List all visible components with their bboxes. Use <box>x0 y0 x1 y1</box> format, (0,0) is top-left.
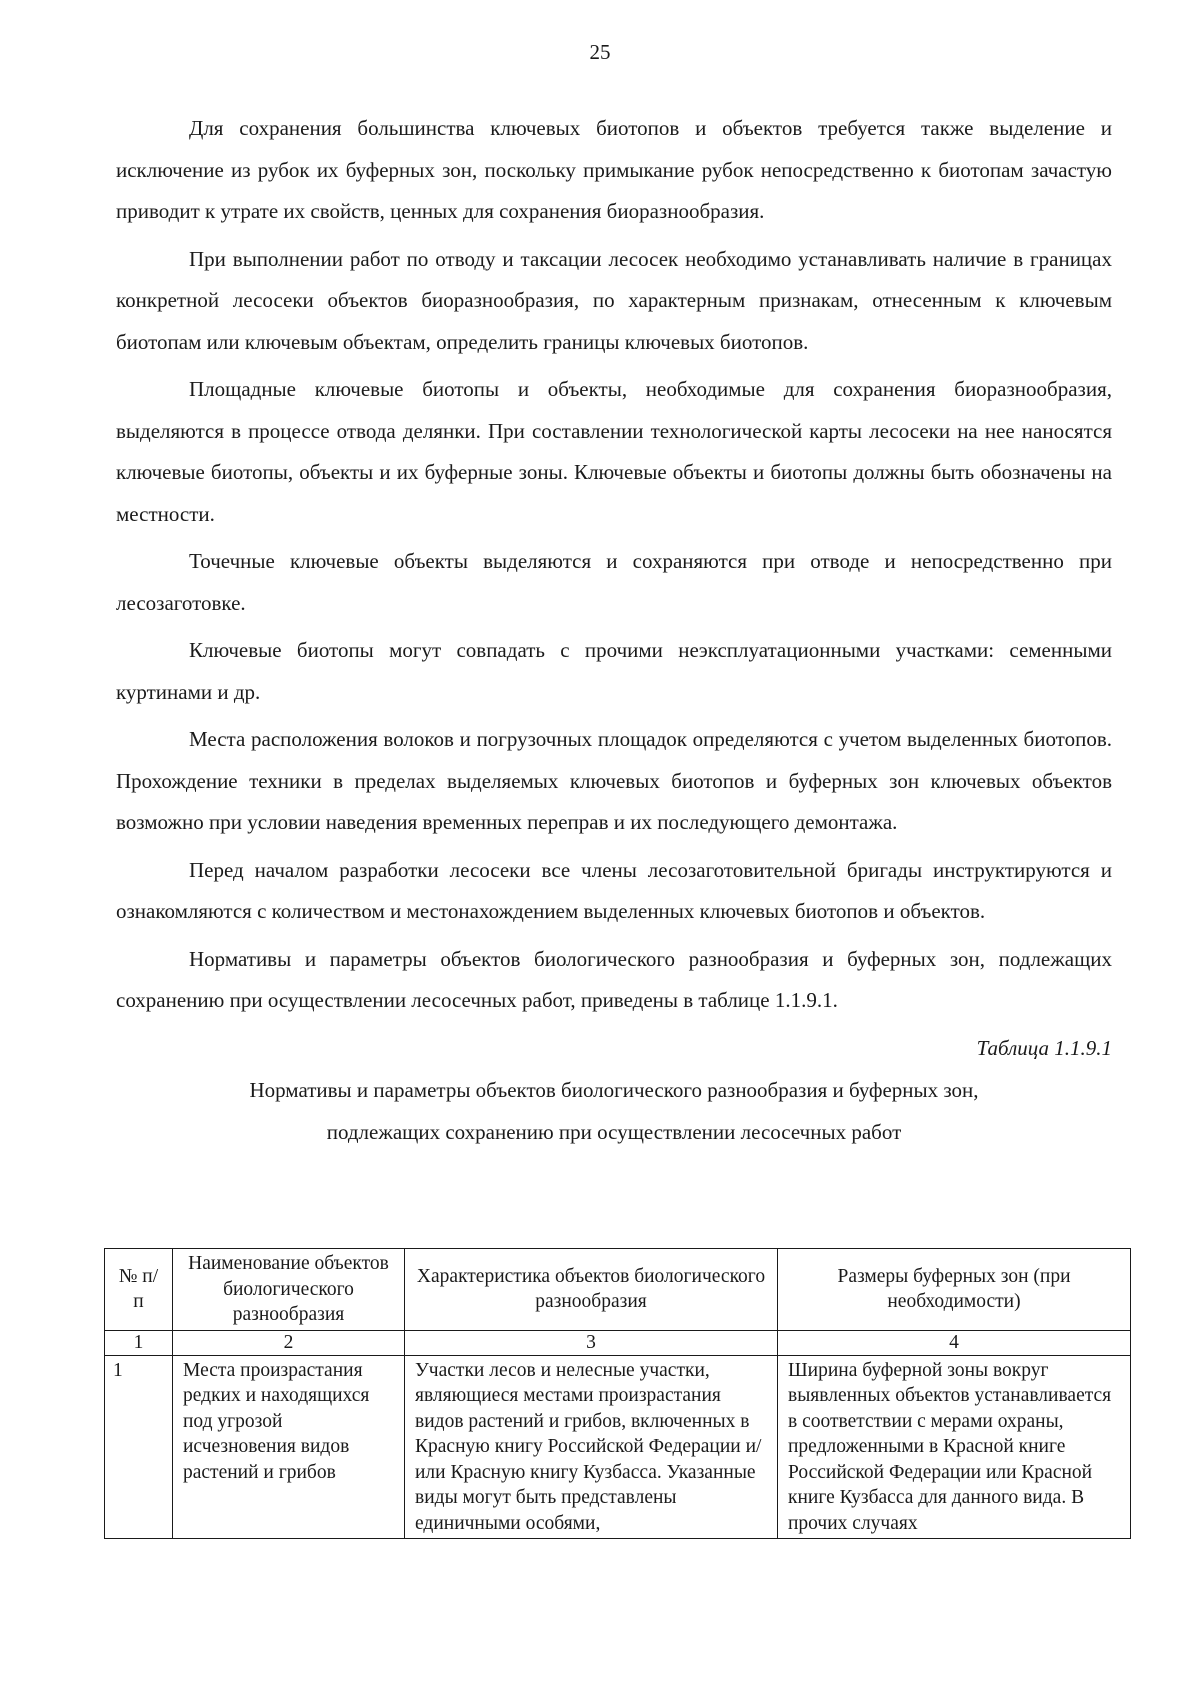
column-number: 2 <box>173 1330 405 1355</box>
paragraph: Площадные ключевые биотопы и объекты, необходимые для сохранения биоразнообразия, выделяются в процессе отвода делянки. При составлении технологической карты лесосеки на нее наносятся ключевые биотопы, объекты и их буферные зоны. Ключевые объекты и биотопы должны быть обозначены на местности. <box>116 377 1112 526</box>
norms-table <box>104 1248 1131 1539</box>
paragraph: При выполнении работ по отводу и таксации лесосек необходимо устанавливать наличие в границах конкретной лесосеки объектов биоразнообразия, по характерным признакам, отнесенным к ключевым биотопам или ключевым объектам, определить границы ключевых биотопов. <box>116 246 1112 354</box>
row-number: 1 <box>105 1355 173 1539</box>
header-buffer-size: Размеры буферных зон (при необходимости) <box>778 1249 1131 1331</box>
column-number-row <box>105 1330 1131 1355</box>
paragraph: Нормативы и параметры объектов биологического разнообразия и буферных зон, подлежащих сохранению при осуществлении лесосечных работ, приведены в таблице 1.1.9.1. <box>116 946 1112 1012</box>
page-number: 25 <box>589 40 611 64</box>
document-body <box>116 108 1112 1157</box>
table-title-line1: Нормативы и параметры объектов биологического разнообразия и буферных зон, <box>249 1077 979 1102</box>
table-title <box>116 1069 1112 1153</box>
table-label: Таблица 1.1.9.1 <box>976 1035 1112 1060</box>
paragraph: Для сохранения большинства ключевых биотопов и объектов требуется также выделение и исключение из рубок их буферных зон, поскольку примыкание рубок непосредственно к биотопам зачастую приводит к утрате их свойств, ценных для сохранения биоразнообразия. <box>116 116 1112 223</box>
row-characteristic: Участки лесов и нелесные участки, являющиеся местами произрастания видов растений и грибов, включенных в Красную книгу Российской Федерации и/или Красную книгу Кузбасса. Указанные виды могут быть представлены единичными особями, <box>405 1355 778 1539</box>
column-number: 1 <box>105 1330 173 1355</box>
column-number: 3 <box>405 1330 778 1355</box>
row-object-name: Места произрастания редких и находящихся под угрозой исчезновения видов растений и грибов <box>173 1355 405 1539</box>
row-buffer-size: Ширина буферной зоны вокруг выявленных объектов устанавливается в соответствии с мерами охраны, предложенными в Красной книге Российской Федерации или Красной книге Кузбасса для данного вида. В прочих случаях <box>778 1355 1131 1539</box>
column-number: 4 <box>778 1330 1131 1355</box>
table-title-line2: подлежащих сохранению при осуществлении лесосечных работ <box>326 1119 902 1144</box>
table-header-row <box>105 1249 1131 1331</box>
paragraph: Перед началом разработки лесосеки все члены лесозаготовительной бригады инструктируются и ознакомляются с количеством и местонахождением выделенных ключевых биотопов и объектов. <box>116 857 1112 923</box>
paragraph: Места расположения волоков и погрузочных площадок определяются с учетом выделенных биотопов. Прохождение техники в пределах выделяемых ключевых биотопов и буферных зон ключевых объектов возможно при условии наведения временных переправ и их последующего демонтажа. <box>116 727 1112 834</box>
header-characteristic: Характеристика объектов биологического разнообразия <box>405 1249 778 1331</box>
paragraph: Ключевые биотопы могут совпадать с прочими неэксплуатационными участками: семенными куртинами и др. <box>116 638 1112 704</box>
table-row <box>105 1355 1131 1539</box>
paragraph: Точечные ключевые объекты выделяются и сохраняются при отводе и непосредственно при лесозаготовке. <box>116 549 1112 615</box>
header-number: № п/п <box>105 1249 173 1331</box>
header-object-name: Наименование объектов биологического разнообразия <box>173 1249 405 1331</box>
